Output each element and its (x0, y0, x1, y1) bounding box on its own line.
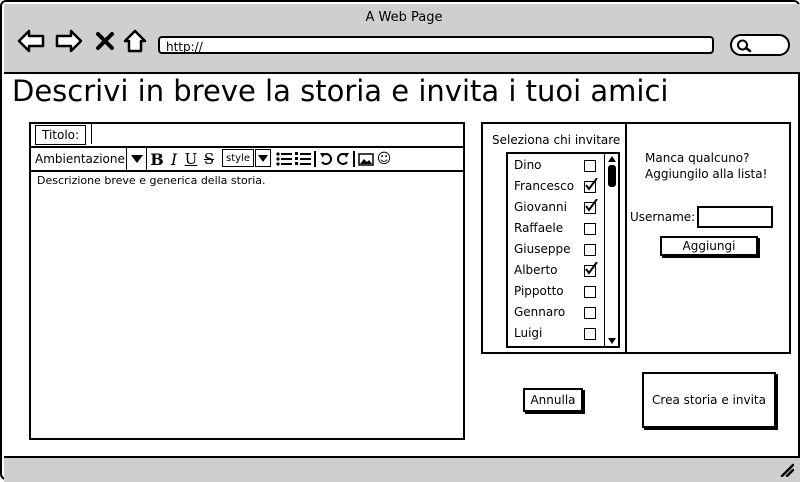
friends-scrollbar[interactable] (604, 154, 619, 346)
undo-icon[interactable] (318, 148, 334, 170)
checkbox-giovanni[interactable] (584, 202, 596, 214)
story-description[interactable]: Descrizione breve e generica della storia. (37, 174, 266, 187)
strikethrough-button[interactable]: S (203, 150, 215, 168)
username-label: Username: (630, 210, 696, 224)
checkbox-dino[interactable] (584, 160, 596, 172)
underline-button[interactable]: U (184, 150, 198, 168)
checkbox-francesco[interactable] (584, 181, 596, 193)
browser-toolbar (4, 4, 800, 74)
image-icon[interactable] (357, 148, 375, 170)
chevron-down-icon (258, 155, 268, 162)
list-item: Alberto (514, 263, 558, 277)
italic-button[interactable]: I (170, 149, 178, 169)
list-item: Francesco (514, 179, 575, 193)
list-item: Luigi (514, 326, 543, 340)
checkbox-gennaro[interactable] (584, 307, 596, 319)
close-x-icon[interactable] (90, 26, 120, 56)
list-item: Raffaele (514, 221, 564, 235)
panel-divider (625, 124, 627, 352)
checkbox-raffaele[interactable] (584, 223, 596, 235)
toolbar-divider (314, 151, 316, 167)
add-user-button[interactable]: Aggiungi (660, 236, 758, 256)
style-select[interactable]: style (222, 149, 254, 167)
resize-grip-icon[interactable] (780, 463, 794, 477)
list-item: Giovanni (514, 200, 567, 214)
invite-label: Seleziona chi invitare (492, 133, 621, 147)
list-item: Gennaro (514, 305, 566, 319)
home-icon[interactable] (120, 26, 150, 56)
checkbox-luigi[interactable] (584, 328, 596, 340)
ambientazione-dropdown-button[interactable] (128, 148, 147, 170)
list-item: Pippotto (514, 284, 564, 298)
editor-toolbar (31, 148, 463, 172)
add-friend-hint-line1: Manca qualcuno? (645, 151, 750, 165)
add-friend-hint-line2: Aggiungilo alla lista! (645, 167, 768, 181)
checkbox-pippotto[interactable] (584, 286, 596, 298)
add-friend-hint (645, 150, 767, 182)
window-title: A Web Page (365, 10, 443, 25)
smiley-icon[interactable]: ☺ (376, 151, 392, 167)
bold-button[interactable]: B (150, 149, 164, 169)
redo-icon[interactable] (335, 148, 351, 170)
checkbox-alberto[interactable] (584, 265, 596, 277)
title-input[interactable] (91, 124, 464, 144)
forward-arrow-icon[interactable] (54, 26, 84, 56)
title-row (31, 124, 463, 148)
search-box[interactable] (730, 34, 790, 56)
friends-list (506, 152, 620, 348)
cancel-button[interactable]: Annulla (523, 388, 583, 412)
bullet-list-icon[interactable] (275, 148, 293, 170)
browser-status-bar (4, 456, 800, 482)
page-title: Descrivi in breve la storia e invita i tuoi amici (12, 74, 669, 108)
username-input[interactable] (697, 206, 773, 228)
search-icon (736, 38, 752, 54)
toolbar-divider (353, 151, 355, 167)
ambientazione-select[interactable]: Ambientazione (31, 148, 127, 170)
create-and-invite-button[interactable]: Crea storia e invita (642, 372, 776, 428)
checkbox-giuseppe[interactable] (584, 244, 596, 256)
title-label: Titolo: (35, 125, 86, 145)
list-item: Dino (514, 158, 542, 172)
numbered-list-icon[interactable] (294, 148, 312, 170)
chevron-down-icon (131, 155, 143, 163)
style-dropdown-button[interactable] (255, 149, 271, 167)
back-arrow-icon[interactable] (16, 26, 46, 56)
list-item: Giuseppe (514, 242, 571, 256)
url-bar[interactable]: http:// (158, 36, 714, 54)
invite-panel (481, 122, 791, 354)
story-editor (29, 122, 465, 440)
